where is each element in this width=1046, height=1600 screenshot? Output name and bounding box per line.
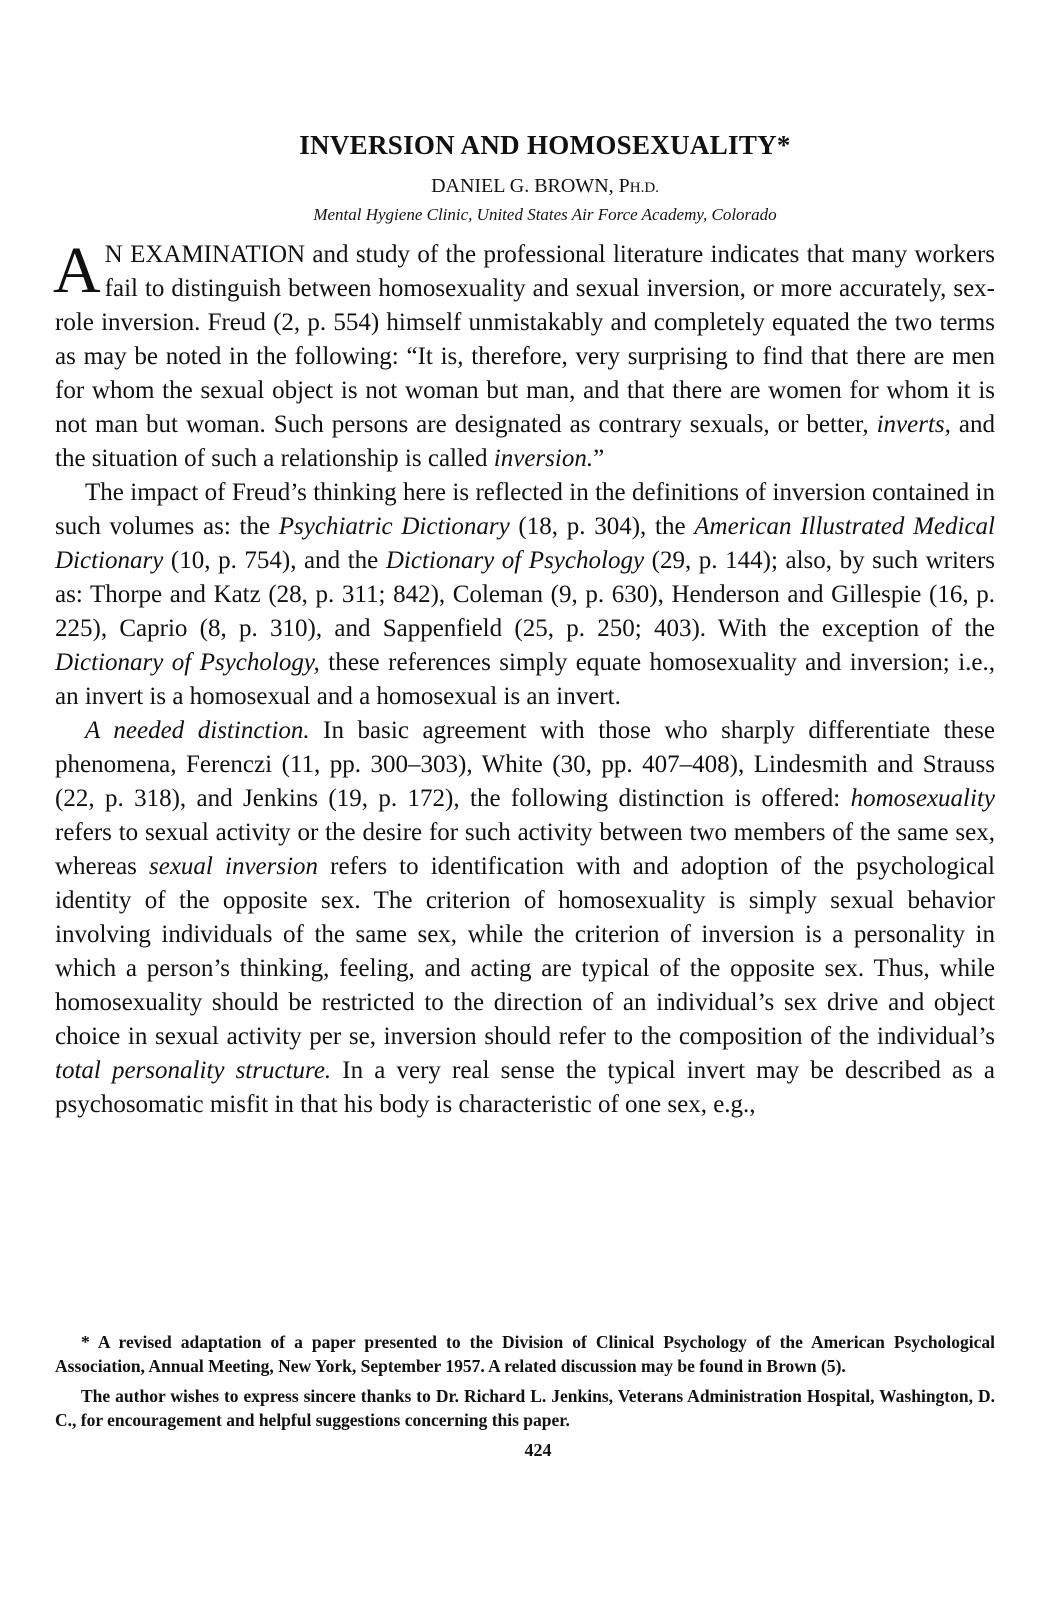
author-degree: PH.D. xyxy=(618,175,659,197)
author-affiliation: Mental Hygiene Clinic, United States Air Force Academy, Colorado xyxy=(313,205,777,224)
drop-cap: A xyxy=(53,234,101,307)
article-page xyxy=(55,128,995,1122)
footnote-2: The author wishes to express sincere thanks to Dr. Richard L. Jenkins, Veterans Administration Hospital, Washington, D. C., for encouragement and helpful suggestions concerning this paper. xyxy=(55,1386,995,1430)
footnotes xyxy=(55,1330,995,1432)
author-name: DANIEL G. BROWN, xyxy=(431,175,614,197)
page-number: 424 xyxy=(524,1440,552,1460)
article-body xyxy=(53,234,996,1122)
footnote-1: * A revised adaptation of a paper presented to the Division of Clinical Psychology of the American Psychological Association, Annual Meeting, New York, September 1957. A related discussion may be found in Brown (5). xyxy=(55,1332,995,1376)
paragraph-2: The impact of Freud’s thinking here is reflected in the definitions of inversion contained in such volumes as: the Psychiatric Dictionary (18, p. 304), the American Illustrated Medical Dictionary (10, p. 754), and the Dictionary of Psychology (29, p. 144); also, by such writers as: Thorpe and Katz (28, p. 311; 842), Coleman (9, p. 630), Henderson and Gillespie (16, p. 225), Caprio (8, p. 310), and Sappenfield (25, p. 250; 403). With the exception of the Dictionary of Psychology, these references simply equate homosexuality and inversion; i.e., an invert is a homosexual and a homosexual is an invert. xyxy=(55,479,996,710)
paragraph-1: A N EXAMINATION and study of the professional literature indicates that many workers fail to distinguish between homosexuality and sexual inversion, or more accurately, sex-role inversion. Freud (2, p. 554) himself unmistakably and completely equated the two terms as may be noted in the following: “It is, therefore, very surprising to find that there are men for whom the sexual object is not woman but man, and that there are women for whom it is not man but woman. Such persons are designated as contrary sexuals, or better, inverts, and the situation of such a relationship is called inversion.” xyxy=(53,234,996,472)
paragraph-3: A needed distinction. In basic agreement with those who sharply differentiate these phenomena, Ferenczi (11, pp. 300–303), White (30, pp. 407–408), Lindesmith and Strauss (22, p. 318), and Jenkins (19, p. 172), the following distinction is offered: homosexuality refers to sexual activity or the desire for such activity between two members of the same sex, whereas sexual inversion refers to identification with and adoption of the psychological identity of the opposite sex. The criterion of homosexuality is simply sexual behavior involving individuals of the same sex, while the criterion of inversion is a personality in which a person’s thinking, feeling, and acting are typical of the opposite sex. Thus, while homosexuality should be restricted to the direction of an individual’s sex drive and object choice in sexual activity per se, inversion should refer to the composition of the individual’s total personality structure. In a very real sense the typical invert may be described as a psychosomatic misfit in that his body is characteristic of one sex, e.g., xyxy=(55,717,995,1118)
article-title: INVERSION AND HOMOSEXUALITY* xyxy=(299,130,791,160)
author-line xyxy=(55,174,995,200)
section-heading: A needed distinction. xyxy=(85,717,310,744)
